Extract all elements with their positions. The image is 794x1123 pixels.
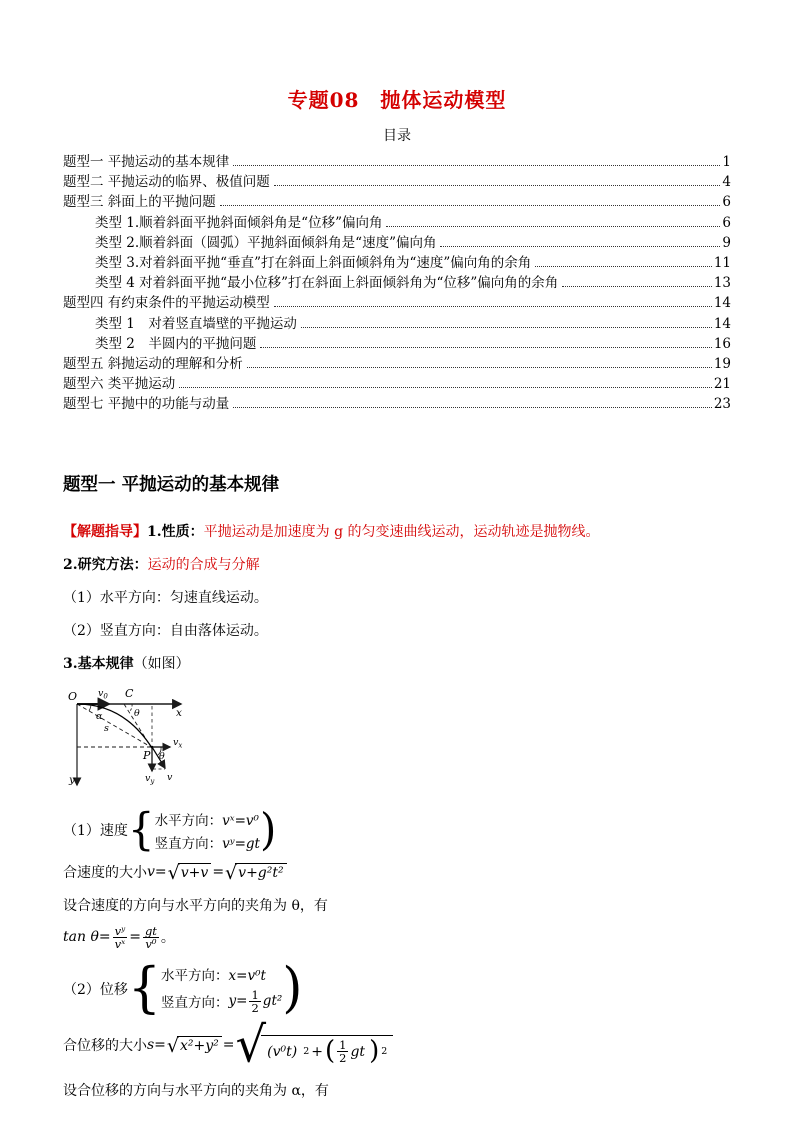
toc-entry[interactable] xyxy=(63,192,731,212)
toc-entry-label[interactable]: 题型六 类平抛运动 xyxy=(63,376,176,393)
method-label: 2.研究方法： xyxy=(63,556,148,573)
v-label: v xyxy=(167,771,173,783)
displacement-magnitude-formula: 合位移的大小 s= √ x²+y² = √ (v⁰t) 2 + ( $\frac{1}{2}$ gt ) 2 xyxy=(63,1026,731,1064)
theta-c-arc xyxy=(129,704,132,712)
origin-label: O xyxy=(68,689,78,703)
theta-p-label: θ xyxy=(159,750,165,762)
toc-page-number: 23 xyxy=(713,396,731,413)
toc-page-number: 1 xyxy=(722,154,731,170)
p-label: P xyxy=(143,748,151,762)
toc-leader-dots xyxy=(274,306,712,307)
section-heading: 题型一 平抛运动的基本规律 xyxy=(63,474,280,495)
toc-entry[interactable] xyxy=(63,172,731,192)
toc-entry[interactable] xyxy=(63,334,731,354)
toc-entry-label[interactable]: 题型一 平抛运动的基本规律 xyxy=(63,154,230,170)
ssum-label: 合位移的大小 xyxy=(63,1038,147,1055)
speed-magnitude-formula: 合速度的大小 v= √ v+v = √ v+g²t² xyxy=(63,862,731,882)
toc-entry[interactable] xyxy=(63,213,731,233)
toc-entry-label[interactable]: 类型 1 对着竖直墙壁的平抛运动 xyxy=(95,315,297,332)
toc-leader-dots xyxy=(220,205,721,206)
radical-4: √ (v⁰t) 2 + ( $\frac{1}{2}$ gt ) 2 xyxy=(236,1026,394,1064)
page-title: 专题08 抛体运动模型 xyxy=(287,88,507,112)
guide-text: 平抛运动是加速度为 g 的匀变速曲线运动，运动轨迹是抛物线。 xyxy=(203,523,600,540)
toc-page-number: 21 xyxy=(713,376,731,393)
left-brace: { xyxy=(127,956,162,1020)
toc-page-number: 14 xyxy=(713,315,731,332)
method-text: 运动的合成与分解 xyxy=(147,556,260,573)
toc-entry[interactable] xyxy=(63,152,731,172)
method-paragraph xyxy=(63,556,731,574)
vsum-label: 合速度的大小 xyxy=(63,864,147,881)
toc-entry-label[interactable]: 类型 2.顺着斜面（圆弧）平抛斜面倾斜角是“速度”偏向角 xyxy=(95,234,437,251)
item2-paragraph: （2）竖直方向：自由落体运动。 xyxy=(63,622,268,639)
rule-note: （如图） xyxy=(133,655,190,672)
fraction-half: $\frac{1}{2}$ xyxy=(251,987,259,1015)
alpha-label: α xyxy=(96,710,103,722)
toc-entry-label[interactable]: 题型二 平抛运动的临界、极值问题 xyxy=(63,174,270,191)
toc-entry-label[interactable]: 题型五 斜抛运动的理解和分析 xyxy=(63,356,243,373)
alpha-sentence: 设合位移的方向与水平方向的夹角为 α，有 xyxy=(63,1083,329,1100)
toc-entry[interactable] xyxy=(63,374,731,394)
guide-point-label: 1.性质： xyxy=(147,523,204,540)
toc-entry[interactable] xyxy=(63,233,731,253)
toc-leader-dots xyxy=(274,185,721,186)
toc-page-number: 11 xyxy=(713,255,731,272)
toc-leader-dots xyxy=(301,327,712,328)
radical-2: √ v+g²t² xyxy=(225,863,287,881)
projectile-diagram-svg xyxy=(67,683,202,795)
toc-entry-label[interactable]: 题型三 斜面上的平抛问题 xyxy=(63,194,216,211)
x-axis-label: x xyxy=(176,706,182,719)
vy-label: $v_y$ xyxy=(145,772,155,786)
speed-horizontal-eq: 水平方向：vˣ=v⁰ xyxy=(154,812,259,829)
speed-vertical-eq: 竖直方向：vʸ=gt xyxy=(154,835,260,852)
fraction-half-2: $\frac{1}{2}$ xyxy=(339,1038,347,1066)
guide-paragraph xyxy=(63,523,731,541)
toc-entry-label[interactable]: 题型四 有约束条件的平抛运动模型 xyxy=(63,295,270,312)
toc-leader-dots xyxy=(386,226,720,227)
disp-vertical-eq: 竖直方向： y= $\frac{1}{2}$ gt² xyxy=(161,987,283,1015)
tan-theta-formula: tan θ= $\frac{\text{vʸ}}{\text{vˣ}}$ = $\frac{gt}{\text{v⁰}}$ 。 xyxy=(63,923,175,951)
toc-entry-label[interactable]: 类型 1.顺着斜面平抛斜面倾斜角是“位移”偏向角 xyxy=(95,214,383,231)
projectile-figure xyxy=(67,683,731,799)
speed-label: （1）速度 xyxy=(63,823,128,840)
rule-paragraph xyxy=(63,655,731,673)
toc-page-number: 6 xyxy=(722,194,731,211)
fraction-vy-vx: $\frac{\text{vʸ}}{\text{vˣ}}$ xyxy=(114,923,126,951)
displacement-line xyxy=(77,704,151,747)
toc-entry-label[interactable]: 类型 3.对着斜面平抛“垂直”打在斜面上斜面倾斜角为“速度”偏向角的余角 xyxy=(95,255,532,272)
toc-entry-label[interactable]: 类型 4 对着斜面平抛“最小位移”打在斜面上斜面倾斜角为“位移”偏向角的余角 xyxy=(95,275,559,292)
toc-page-number: 14 xyxy=(713,295,731,312)
toc-leader-dots xyxy=(247,367,712,368)
toc-leader-dots xyxy=(233,407,712,408)
big-paren-close: ) xyxy=(369,1036,380,1067)
c-label: C xyxy=(125,686,134,700)
big-paren-open: ( xyxy=(324,1036,336,1067)
radical-1: √ v+v xyxy=(168,863,212,881)
s-label: s xyxy=(104,722,109,734)
toc-page-number: 19 xyxy=(713,356,731,373)
left-brace: { xyxy=(127,803,155,856)
toc-leader-dots xyxy=(440,246,720,247)
toc-page-number: 9 xyxy=(722,234,731,251)
y-axis-label: y xyxy=(69,773,75,786)
fraction-gt-v0: $\frac{gt}{\text{v⁰}}$ xyxy=(144,923,157,951)
disp-label: （2）位移 xyxy=(63,981,128,998)
point-p-dot xyxy=(151,745,154,748)
toc-leader-dots xyxy=(535,266,712,267)
toc-page-number: 13 xyxy=(713,275,731,292)
theta-c-label: θ xyxy=(134,707,140,719)
toc-entry[interactable] xyxy=(63,314,731,334)
toc-leader-dots xyxy=(562,286,712,287)
table-of-contents xyxy=(63,152,731,415)
right-paren: ) xyxy=(259,803,277,856)
v0-label: $v_0$ xyxy=(98,687,108,701)
toc-entry[interactable] xyxy=(63,273,731,293)
toc-entry-label[interactable]: 题型七 平抛中的功能与动量 xyxy=(63,396,230,413)
toc-entry-label[interactable]: 类型 2 半圆内的平抛问题 xyxy=(95,335,257,352)
toc-page-number: 6 xyxy=(722,214,731,231)
toc-title: 目录 xyxy=(383,128,411,144)
toc-entry[interactable] xyxy=(63,293,731,313)
radical-3: √ x²+y² xyxy=(167,1036,222,1054)
vx-label: $v_x$ xyxy=(173,736,183,750)
rule-label: 3.基本规律 xyxy=(63,655,134,672)
right-paren: ) xyxy=(282,956,303,1020)
toc-leader-dots xyxy=(179,387,712,388)
toc-page-number: 4 xyxy=(722,174,731,191)
toc-leader-dots xyxy=(260,347,711,348)
speed-formula-group xyxy=(63,803,731,856)
theta-sentence: 设合速度的方向与水平方向的夹角为 θ，有 xyxy=(63,897,328,914)
toc-entry[interactable] xyxy=(63,354,731,374)
toc-entry[interactable] xyxy=(63,394,731,414)
displacement-formula-group xyxy=(63,956,731,1020)
toc-leader-dots xyxy=(233,165,720,166)
guide-tag: 【解题指导】 xyxy=(63,523,147,540)
disp-horizontal-eq: 水平方向：x=v⁰t xyxy=(161,967,266,984)
toc-entry[interactable] xyxy=(63,253,731,273)
item1-paragraph: （1）水平方向：匀速直线运动。 xyxy=(63,589,268,606)
toc-page-number: 16 xyxy=(713,335,731,352)
